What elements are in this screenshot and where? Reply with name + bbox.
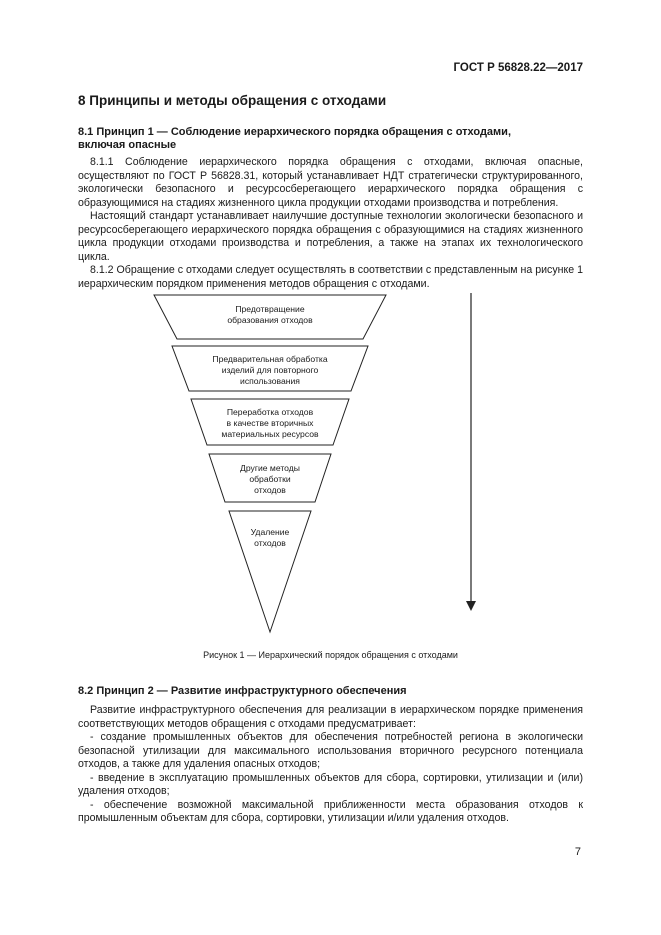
- subsection-8-2-title: 8.2 Принцип 2 — Развитие инфраструктурного обеспечения: [78, 685, 407, 697]
- document-id: ГОСТ Р 56828.22—2017: [453, 62, 583, 74]
- arrow-down-icon: [466, 601, 476, 611]
- level-4-label: обработки: [249, 474, 291, 484]
- paragraph: Настоящий стандарт устанавливает наилучшие доступные технологии экологически безопасного и ресурсосберегающего иерархического порядка обращения с образующимися на стадиях жизненного цикла продукции отходами производства и потребления, а также на этапах их технологического цикла.: [78, 210, 583, 263]
- subsection-8-1-title: [78, 126, 583, 152]
- level-2-label: Предварительная обработка: [212, 354, 328, 364]
- page-number: 7: [574, 846, 581, 858]
- list-item: - введение в эксплуатацию промышленных объектов для сбора, сортировки, утилизации и (или) удаления отходов;: [78, 771, 583, 797]
- level-5-label: Удаление: [250, 527, 290, 537]
- level-2-label: изделий для повторного: [221, 365, 319, 375]
- hierarchy-diagram: [0, 285, 661, 645]
- subsection-title-line: включая опасные: [78, 139, 177, 151]
- paragraph: 8.1.2 Обращение с отходами следует осуществлять в соответствии с представленным на рисунке 1 иерархическим порядком применения методов обращения с отходами.: [78, 264, 583, 290]
- paragraph: Развитие инфраструктурного обеспечения для реализации в иерархическом порядке применения соответствующих методов обращения с отходами предусматривает:: [78, 704, 583, 730]
- list-item: - создание промышленных объектов для обеспечения потребностей региона в экологически безопасной утилизации для максимального использования вторичного ресурсного потенциала отходов, а также для удаления опасных отходов;: [78, 731, 583, 770]
- level-3-label: Переработка отходов: [226, 407, 314, 417]
- list-item: - обеспечение возможной максимальной приближенности места образования отходов к промышленным объектам для сбора, сортировки, утилизации и/или удаления отходов.: [78, 798, 583, 824]
- section-title: 8 Принципы и методы обращения с отходами: [78, 93, 387, 108]
- level-4-label: Другие методы: [240, 463, 300, 473]
- level-3-label: материальных ресурсов: [221, 429, 319, 439]
- paragraph: 8.1.1 Соблюдение иерархического порядка обращения с отходами, включая опасные, осуществляют по ГОСТ Р 56828.31, который устанавливает НДТ стратегически структурированного, экологически безопасного и ресурсосберегающего иерархического порядка обращения с образующимися на стадиях жизненного цикла продукции отходами производства и потребления.: [78, 156, 583, 209]
- section-8-1-text: [78, 156, 583, 291]
- level-1-label: Предотвращение: [235, 304, 305, 314]
- level-5-label: отходов: [254, 538, 286, 548]
- level-1-label: образования отходов: [227, 315, 313, 325]
- subsection-title-line: 8.1 Принцип 1 — Соблюдение иерархического порядка обращения с отходами,: [78, 126, 512, 138]
- level-3-label: в качестве вторичных: [226, 418, 314, 428]
- level-4-label: отходов: [254, 485, 286, 495]
- figure-caption: Рисунок 1 — Иерархический порядок обращения с отходами: [203, 650, 458, 660]
- level-2-label: использования: [240, 376, 300, 386]
- section-8-2-text: [78, 704, 583, 826]
